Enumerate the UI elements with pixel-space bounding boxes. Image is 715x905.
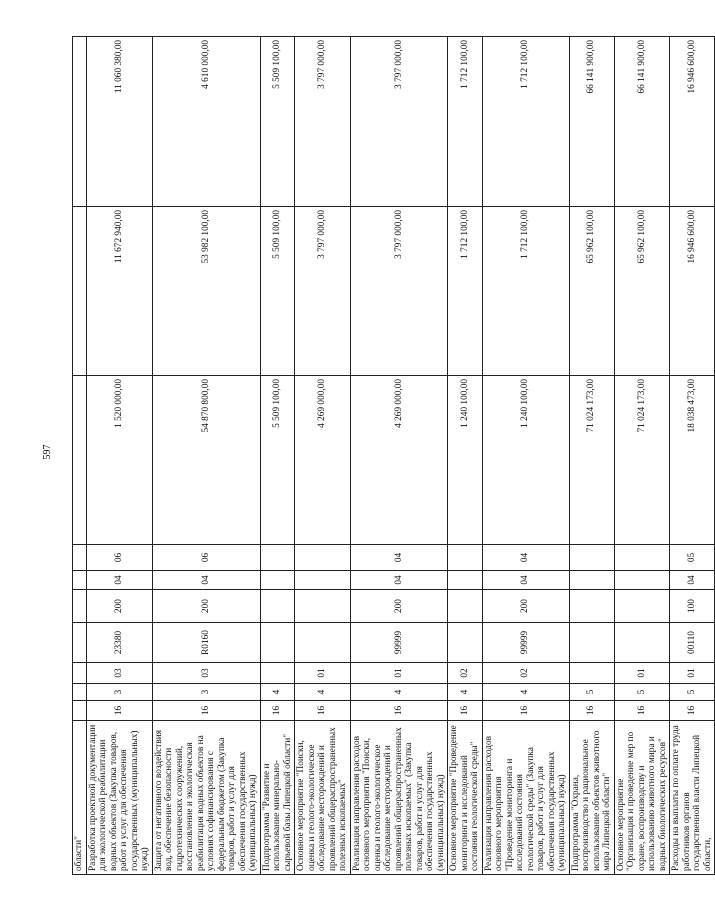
- amount-year2-cell: 1 712 100,00: [482, 207, 569, 376]
- table-row: [73, 37, 87, 875]
- amount-year3-cell: 4 610 000,00: [152, 37, 260, 207]
- subsection-code-cell: 01: [350, 663, 448, 684]
- chapter-code-cell: 16: [260, 701, 295, 721]
- row-name-cell: Реализация направления расходов основного мероприятия "Проведение мониторинга и исследований состояния геологической среды" (Закупка товаров, работ и услуг для обеспечения государственных (муниципальных) нужд): [482, 721, 569, 875]
- expense-type-cell: 200: [86, 590, 152, 623]
- subsection-code-cell: [569, 663, 614, 684]
- target-code-cell: 23380: [86, 623, 152, 663]
- amount-year3-cell: 1 712 100,00: [448, 37, 483, 207]
- row-name-cell: Защита от негативного воздействия вод, обеспечение безопасности гидротехнических сооружений, восстановление и экологическая реабилитация водных объектов на условиях софинансирования с федеральным бюджетом (Закупка товаров, работ и услуг для обеспечения государственных (муниципальных) нужд): [152, 721, 260, 875]
- section-code-cell: 4: [295, 684, 351, 701]
- chapter-code-cell: 16: [295, 701, 351, 721]
- expense-type-cell: [448, 590, 483, 623]
- subsection-code-cell: 03: [152, 663, 260, 684]
- table-row: [448, 37, 483, 875]
- expense-type-cell: 200: [350, 590, 448, 623]
- table-row: [260, 37, 295, 875]
- row-name-cell: Основное мероприятие "Поиски, оценка и геолого-экологическое обследование месторождений и проявлений общераспространенных полезных ископаемых": [295, 721, 351, 875]
- subsection-code-cell: 01: [295, 663, 351, 684]
- table-row: [569, 37, 614, 875]
- section-code-cell: 3: [86, 684, 152, 701]
- row-name-cell: Подпрограмма "Развитие и использование минерально-сырьевой базы Липецкой области": [260, 721, 295, 875]
- amount-year2-cell: 3 797 000,00: [350, 207, 448, 376]
- amount-year3-cell: 66 141 900,00: [569, 37, 614, 207]
- target-code-cell: 99999: [350, 623, 448, 663]
- razdel-cell: 04: [152, 571, 260, 590]
- chapter-code-cell: 16: [614, 701, 670, 721]
- razdel-cell: 04: [86, 571, 152, 590]
- table-row: [350, 37, 448, 875]
- expense-type-cell: [295, 590, 351, 623]
- amount-year1-cell: 54 870 800,00: [152, 376, 260, 545]
- razdel-cell: 04: [350, 571, 448, 590]
- subsection-code-cell: 01: [614, 663, 670, 684]
- podrazdel-cell: [569, 545, 614, 571]
- amount-year2-cell: 53 982 100,00: [152, 207, 260, 376]
- target-code-cell: 00110: [670, 623, 715, 663]
- row-name-cell: области": [73, 721, 87, 875]
- podrazdel-cell: [260, 545, 295, 571]
- table-row: [614, 37, 670, 875]
- amount-year1-cell: 1 240 100,00: [448, 376, 483, 545]
- expense-type-cell: 200: [482, 590, 569, 623]
- section-code-cell: 3: [152, 684, 260, 701]
- expense-type-cell: 200: [152, 590, 260, 623]
- amount-year2-cell: 65 962 100,00: [569, 207, 614, 376]
- podrazdel-cell: 06: [86, 545, 152, 571]
- section-code-cell: 4: [482, 684, 569, 701]
- row-name-cell: Основное мероприятие "Проведение мониторинга и исследований состояния геологической среды": [448, 721, 483, 875]
- chapter-code-cell: 16: [350, 701, 448, 721]
- razdel-cell: [73, 571, 87, 590]
- podrazdel-cell: 05: [670, 545, 715, 571]
- razdel-cell: 04: [670, 571, 715, 590]
- podrazdel-cell: [614, 545, 670, 571]
- chapter-code-cell: 16: [448, 701, 483, 721]
- razdel-cell: 04: [482, 571, 569, 590]
- subsection-code-cell: 02: [448, 663, 483, 684]
- amount-year3-cell: [73, 37, 87, 207]
- target-code-cell: [448, 623, 483, 663]
- expense-type-cell: [614, 590, 670, 623]
- amount-year3-cell: 5 509 100,00: [260, 37, 295, 207]
- amount-year3-cell: 3 797 000,00: [295, 37, 351, 207]
- row-name-cell: Разработка проектной документации для экологической реабилитации водных объектов (Закупка товаров, работ и услуг для обеспечения государственных (муниципальных) нужд): [86, 721, 152, 875]
- podrazdel-cell: 06: [152, 545, 260, 571]
- target-code-cell: 99999: [482, 623, 569, 663]
- amount-year1-cell: 4 269 000,00: [295, 376, 351, 545]
- chapter-code-cell: [73, 701, 87, 721]
- chapter-code-cell: 16: [482, 701, 569, 721]
- target-code-cell: [73, 623, 87, 663]
- podrazdel-cell: [448, 545, 483, 571]
- razdel-cell: [614, 571, 670, 590]
- amount-year1-cell: 18 038 473,00: [670, 376, 715, 545]
- target-code-cell: [569, 623, 614, 663]
- podrazdel-cell: 04: [482, 545, 569, 571]
- target-code-cell: [260, 623, 295, 663]
- razdel-cell: [260, 571, 295, 590]
- amount-year1-cell: 5 509 100,00: [260, 376, 295, 545]
- subsection-code-cell: 03: [86, 663, 152, 684]
- table-row: [670, 37, 715, 875]
- amount-year2-cell: 16 946 600,00: [670, 207, 715, 376]
- amount-year3-cell: 16 946 600,00: [670, 37, 715, 207]
- amount-year3-cell: 1 712 100,00: [482, 37, 569, 207]
- row-name-cell: Реализация направления расходов основного мероприятия "Поиски, оценка и геолого-экологическое обследование месторождений и проявлений общераспространенных полезных ископаемых" (Закупка товаров, работ и услуг для обеспечения государственных (муниципальных) нужд): [350, 721, 448, 875]
- chapter-code-cell: 16: [569, 701, 614, 721]
- amount-year3-cell: 66 141 900,00: [614, 37, 670, 207]
- row-name-cell: Расходы на выплаты по оплате труда работников органов государственной власти Липецкой области,: [670, 721, 715, 875]
- amount-year2-cell: 11 672 940,00: [86, 207, 152, 376]
- subsection-code-cell: 02: [482, 663, 569, 684]
- table-row: [295, 37, 351, 875]
- chapter-code-cell: 16: [152, 701, 260, 721]
- amount-year2-cell: 1 712 100,00: [448, 207, 483, 376]
- amount-year2-cell: 3 797 000,00: [295, 207, 351, 376]
- chapter-code-cell: 16: [670, 701, 715, 721]
- amount-year2-cell: 5 509 100,00: [260, 207, 295, 376]
- amount-year1-cell: [73, 376, 87, 545]
- podrazdel-cell: [295, 545, 351, 571]
- section-code-cell: 5: [670, 684, 715, 701]
- podrazdel-cell: 04: [350, 545, 448, 571]
- amount-year1-cell: 1 520 000,00: [86, 376, 152, 545]
- section-code-cell: 4: [350, 684, 448, 701]
- table-row: [152, 37, 260, 875]
- subsection-code-cell: [73, 663, 87, 684]
- razdel-cell: [569, 571, 614, 590]
- amount-year3-cell: 3 797 000,00: [350, 37, 448, 207]
- amount-year2-cell: 65 962 100,00: [614, 207, 670, 376]
- table-row: [86, 37, 152, 875]
- subsection-code-cell: 01: [670, 663, 715, 684]
- amount-year2-cell: [73, 207, 87, 376]
- amount-year1-cell: 71 024 173,00: [569, 376, 614, 545]
- expense-type-cell: [260, 590, 295, 623]
- row-name-cell: Подпрограмма "Охрана, воспроизводство и рациональное использование объектов животного мира Липецкой области": [569, 721, 614, 875]
- section-code-cell: 4: [448, 684, 483, 701]
- chapter-code-cell: 16: [86, 701, 152, 721]
- budget-table: [72, 36, 715, 875]
- table-row: [482, 37, 569, 875]
- section-code-cell: 5: [614, 684, 670, 701]
- section-code-cell: 5: [569, 684, 614, 701]
- row-name-cell: Основное мероприятие "Организация и проведение мер по охране, воспроизводству и использованию животного мира и водных биологических ресурсов": [614, 721, 670, 875]
- page-number: 597: [42, 444, 53, 460]
- subsection-code-cell: [260, 663, 295, 684]
- expense-type-cell: [569, 590, 614, 623]
- amount-year1-cell: 71 024 173,00: [614, 376, 670, 545]
- amount-year1-cell: 4 269 000,00: [350, 376, 448, 545]
- razdel-cell: [448, 571, 483, 590]
- target-code-cell: [614, 623, 670, 663]
- target-code-cell: R0160: [152, 623, 260, 663]
- rotated-table-container: [72, 37, 713, 875]
- razdel-cell: [295, 571, 351, 590]
- expense-type-cell: 100: [670, 590, 715, 623]
- amount-year1-cell: 1 240 100,00: [482, 376, 569, 545]
- target-code-cell: [295, 623, 351, 663]
- expense-type-cell: [73, 590, 87, 623]
- podrazdel-cell: [73, 545, 87, 571]
- section-code-cell: [73, 684, 87, 701]
- amount-year3-cell: 11 060 380,00: [86, 37, 152, 207]
- section-code-cell: 4: [260, 684, 295, 701]
